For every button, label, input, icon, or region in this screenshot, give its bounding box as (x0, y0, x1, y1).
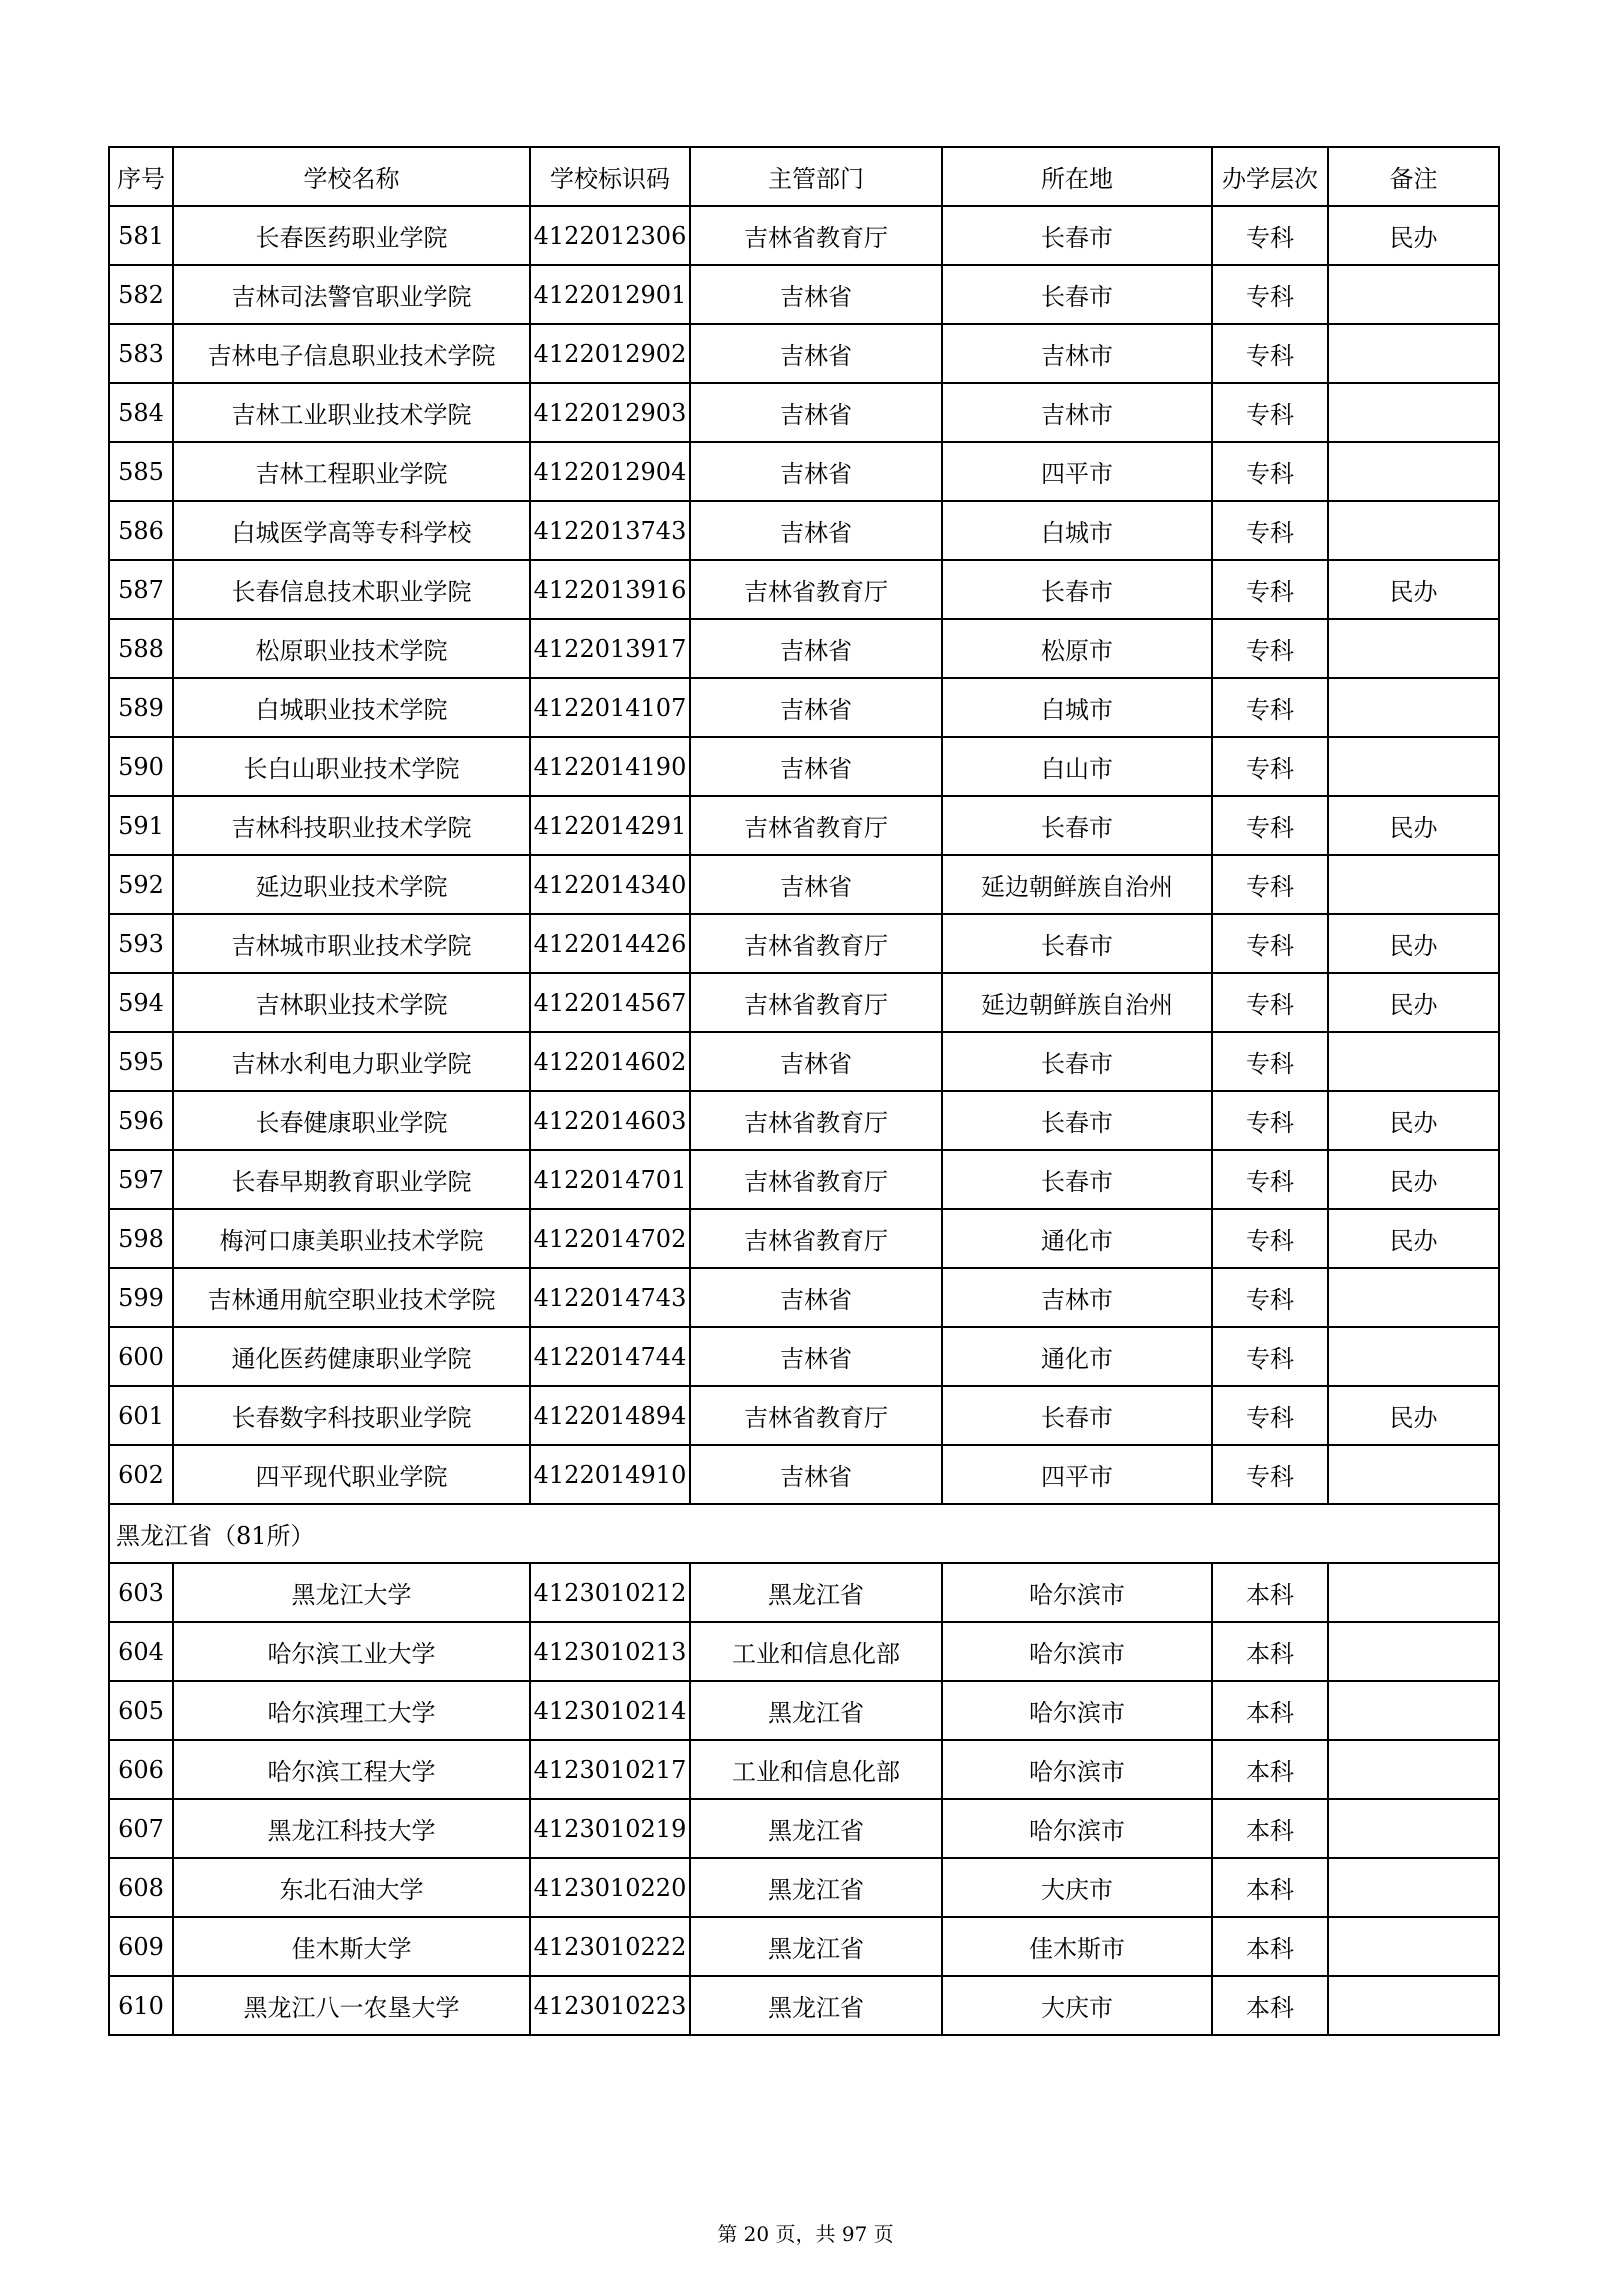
location-cell: 四平市 (942, 442, 1212, 501)
table-row (109, 1858, 1499, 1917)
row-index-cell: 600 (109, 1327, 173, 1386)
row-index-cell: 609 (109, 1917, 173, 1976)
header-level: 办学层次 (1212, 147, 1328, 206)
location-cell: 哈尔滨市 (942, 1799, 1212, 1858)
note-cell (1328, 1563, 1499, 1622)
table-row (109, 442, 1499, 501)
note-cell (1328, 324, 1499, 383)
note-cell (1328, 1268, 1499, 1327)
level-cell: 本科 (1212, 1563, 1328, 1622)
location-cell: 长春市 (942, 914, 1212, 973)
table-row (109, 1032, 1499, 1091)
table-row (109, 324, 1499, 383)
school-code-cell: 4122014701 (530, 1150, 690, 1209)
location-cell: 哈尔滨市 (942, 1563, 1212, 1622)
level-cell: 本科 (1212, 1858, 1328, 1917)
note-cell: 民办 (1328, 973, 1499, 1032)
school-name-cell: 佳木斯大学 (173, 1917, 530, 1976)
table-body (109, 206, 1499, 2035)
location-cell: 哈尔滨市 (942, 1740, 1212, 1799)
school-name-cell: 长春信息技术职业学院 (173, 560, 530, 619)
level-cell: 专科 (1212, 1268, 1328, 1327)
note-cell (1328, 442, 1499, 501)
school-code-cell: 4122013743 (530, 501, 690, 560)
department-cell: 吉林省教育厅 (690, 1386, 942, 1445)
table-row (109, 1091, 1499, 1150)
location-cell: 大庆市 (942, 1858, 1212, 1917)
school-code-cell: 4122012903 (530, 383, 690, 442)
level-cell: 本科 (1212, 1681, 1328, 1740)
school-name-cell: 东北石油大学 (173, 1858, 530, 1917)
department-cell: 吉林省 (690, 1445, 942, 1504)
note-cell: 民办 (1328, 1386, 1499, 1445)
school-code-cell: 4122014190 (530, 737, 690, 796)
level-cell: 专科 (1212, 265, 1328, 324)
table-row (109, 1799, 1499, 1858)
row-index-cell: 595 (109, 1032, 173, 1091)
schools-table (108, 146, 1500, 2036)
level-cell: 本科 (1212, 1740, 1328, 1799)
note-cell (1328, 1327, 1499, 1386)
row-index-cell: 604 (109, 1622, 173, 1681)
school-name-cell: 延边职业技术学院 (173, 855, 530, 914)
note-cell (1328, 1740, 1499, 1799)
note-cell (1328, 1445, 1499, 1504)
table-row (109, 265, 1499, 324)
table-row (109, 1563, 1499, 1622)
school-name-cell: 哈尔滨理工大学 (173, 1681, 530, 1740)
school-name-cell: 长春数字科技职业学院 (173, 1386, 530, 1445)
level-cell: 本科 (1212, 1917, 1328, 1976)
location-cell: 吉林市 (942, 1268, 1212, 1327)
level-cell: 专科 (1212, 1209, 1328, 1268)
row-index-cell: 608 (109, 1858, 173, 1917)
table-row (109, 737, 1499, 796)
table-row (109, 619, 1499, 678)
level-cell: 专科 (1212, 855, 1328, 914)
section-header-row (109, 1504, 1499, 1563)
row-index-cell: 592 (109, 855, 173, 914)
school-code-cell: 4122014702 (530, 1209, 690, 1268)
row-index-cell: 583 (109, 324, 173, 383)
level-cell: 本科 (1212, 1976, 1328, 2035)
note-cell: 民办 (1328, 1091, 1499, 1150)
department-cell: 吉林省教育厅 (690, 1091, 942, 1150)
table-row (109, 1740, 1499, 1799)
row-index-cell: 603 (109, 1563, 173, 1622)
table-row (109, 1917, 1499, 1976)
school-name-cell: 黑龙江科技大学 (173, 1799, 530, 1858)
school-name-cell: 吉林司法警官职业学院 (173, 265, 530, 324)
row-index-cell: 590 (109, 737, 173, 796)
school-code-cell: 4123010223 (530, 1976, 690, 2035)
school-code-cell: 4122014910 (530, 1445, 690, 1504)
school-name-cell: 黑龙江八一农垦大学 (173, 1976, 530, 2035)
note-cell: 民办 (1328, 206, 1499, 265)
location-cell: 四平市 (942, 1445, 1212, 1504)
row-index-cell: 587 (109, 560, 173, 619)
row-index-cell: 588 (109, 619, 173, 678)
department-cell: 吉林省 (690, 1327, 942, 1386)
school-name-cell: 吉林工业职业技术学院 (173, 383, 530, 442)
school-code-cell: 4123010219 (530, 1799, 690, 1858)
level-cell: 专科 (1212, 1445, 1328, 1504)
location-cell: 吉林市 (942, 383, 1212, 442)
department-cell: 黑龙江省 (690, 1563, 942, 1622)
level-cell: 专科 (1212, 1327, 1328, 1386)
level-cell: 专科 (1212, 324, 1328, 383)
department-cell: 吉林省 (690, 324, 942, 383)
location-cell: 长春市 (942, 560, 1212, 619)
department-cell: 黑龙江省 (690, 1681, 942, 1740)
school-name-cell: 白城职业技术学院 (173, 678, 530, 737)
school-code-cell: 4122014340 (530, 855, 690, 914)
page-footer: 第 20 页，共 97 页 (717, 2222, 894, 2246)
school-code-cell: 4122012902 (530, 324, 690, 383)
school-name-cell: 长白山职业技术学院 (173, 737, 530, 796)
school-code-cell: 4122014291 (530, 796, 690, 855)
department-cell: 吉林省 (690, 442, 942, 501)
department-cell: 吉林省 (690, 1268, 942, 1327)
row-index-cell: 591 (109, 796, 173, 855)
department-cell: 吉林省教育厅 (690, 206, 942, 265)
header-school-code: 学校标识码 (530, 147, 690, 206)
section-label: 黑龙江省（81所） (109, 1504, 1499, 1563)
level-cell: 专科 (1212, 383, 1328, 442)
school-name-cell: 白城医学高等专科学校 (173, 501, 530, 560)
level-cell: 专科 (1212, 678, 1328, 737)
department-cell: 黑龙江省 (690, 1976, 942, 2035)
location-cell: 长春市 (942, 265, 1212, 324)
level-cell: 本科 (1212, 1622, 1328, 1681)
table-row (109, 1150, 1499, 1209)
department-cell: 吉林省 (690, 619, 942, 678)
location-cell: 长春市 (942, 1091, 1212, 1150)
table-row (109, 1386, 1499, 1445)
department-cell: 黑龙江省 (690, 1799, 942, 1858)
row-index-cell: 585 (109, 442, 173, 501)
school-name-cell: 吉林城市职业技术学院 (173, 914, 530, 973)
header-location: 所在地 (942, 147, 1212, 206)
row-index-cell: 593 (109, 914, 173, 973)
department-cell: 黑龙江省 (690, 1858, 942, 1917)
table-row (109, 1976, 1499, 2035)
table-row (109, 973, 1499, 1032)
table-row (109, 855, 1499, 914)
table-row (109, 1622, 1499, 1681)
school-code-cell: 4123010222 (530, 1917, 690, 1976)
school-code-cell: 4122014107 (530, 678, 690, 737)
department-cell: 吉林省 (690, 383, 942, 442)
note-cell (1328, 1681, 1499, 1740)
note-cell: 民办 (1328, 796, 1499, 855)
location-cell: 白城市 (942, 501, 1212, 560)
school-name-cell: 吉林电子信息职业技术学院 (173, 324, 530, 383)
department-cell: 吉林省教育厅 (690, 1150, 942, 1209)
school-code-cell: 4122014744 (530, 1327, 690, 1386)
department-cell: 吉林省教育厅 (690, 914, 942, 973)
school-code-cell: 4122014743 (530, 1268, 690, 1327)
school-name-cell: 吉林通用航空职业技术学院 (173, 1268, 530, 1327)
header-note: 备注 (1328, 147, 1499, 206)
level-cell: 专科 (1212, 442, 1328, 501)
school-name-cell: 梅河口康美职业技术学院 (173, 1209, 530, 1268)
table-header-row (109, 147, 1499, 206)
location-cell: 长春市 (942, 206, 1212, 265)
school-name-cell: 哈尔滨工业大学 (173, 1622, 530, 1681)
school-code-cell: 4123010220 (530, 1858, 690, 1917)
level-cell: 专科 (1212, 501, 1328, 560)
table-row (109, 1209, 1499, 1268)
note-cell (1328, 619, 1499, 678)
location-cell: 长春市 (942, 1150, 1212, 1209)
school-code-cell: 4122013917 (530, 619, 690, 678)
school-name-cell: 长春医药职业学院 (173, 206, 530, 265)
header-department: 主管部门 (690, 147, 942, 206)
school-code-cell: 4123010212 (530, 1563, 690, 1622)
note-cell (1328, 383, 1499, 442)
row-index-cell: 601 (109, 1386, 173, 1445)
note-cell (1328, 1917, 1499, 1976)
location-cell: 哈尔滨市 (942, 1681, 1212, 1740)
school-name-cell: 长春健康职业学院 (173, 1091, 530, 1150)
header-school-name: 学校名称 (173, 147, 530, 206)
school-name-cell: 吉林水利电力职业学院 (173, 1032, 530, 1091)
row-index-cell: 606 (109, 1740, 173, 1799)
location-cell: 佳木斯市 (942, 1917, 1212, 1976)
school-code-cell: 4122012306 (530, 206, 690, 265)
location-cell: 长春市 (942, 1032, 1212, 1091)
level-cell: 专科 (1212, 796, 1328, 855)
school-name-cell: 吉林职业技术学院 (173, 973, 530, 1032)
department-cell: 吉林省教育厅 (690, 796, 942, 855)
level-cell: 专科 (1212, 1091, 1328, 1150)
location-cell: 大庆市 (942, 1976, 1212, 2035)
department-cell: 工业和信息化部 (690, 1622, 942, 1681)
school-code-cell: 4122014567 (530, 973, 690, 1032)
level-cell: 专科 (1212, 973, 1328, 1032)
department-cell: 吉林省教育厅 (690, 560, 942, 619)
department-cell: 吉林省 (690, 501, 942, 560)
row-index-cell: 610 (109, 1976, 173, 2035)
school-code-cell: 4122013916 (530, 560, 690, 619)
row-index-cell: 605 (109, 1681, 173, 1740)
row-index-cell: 602 (109, 1445, 173, 1504)
note-cell: 民办 (1328, 914, 1499, 973)
location-cell: 松原市 (942, 619, 1212, 678)
note-cell (1328, 1032, 1499, 1091)
school-name-cell: 黑龙江大学 (173, 1563, 530, 1622)
school-name-cell: 哈尔滨工程大学 (173, 1740, 530, 1799)
table-row (109, 383, 1499, 442)
school-name-cell: 长春早期教育职业学院 (173, 1150, 530, 1209)
row-index-cell: 594 (109, 973, 173, 1032)
table-row (109, 501, 1499, 560)
department-cell: 吉林省教育厅 (690, 973, 942, 1032)
school-code-cell: 4122012901 (530, 265, 690, 324)
location-cell: 通化市 (942, 1209, 1212, 1268)
department-cell: 吉林省教育厅 (690, 1209, 942, 1268)
location-cell: 长春市 (942, 796, 1212, 855)
department-cell: 吉林省 (690, 855, 942, 914)
row-index-cell: 589 (109, 678, 173, 737)
department-cell: 黑龙江省 (690, 1917, 942, 1976)
location-cell: 白城市 (942, 678, 1212, 737)
row-index-cell: 598 (109, 1209, 173, 1268)
note-cell (1328, 1799, 1499, 1858)
department-cell: 吉林省 (690, 1032, 942, 1091)
school-code-cell: 4123010217 (530, 1740, 690, 1799)
location-cell: 延边朝鲜族自治州 (942, 855, 1212, 914)
table-row (109, 1681, 1499, 1740)
level-cell: 专科 (1212, 737, 1328, 796)
note-cell (1328, 1858, 1499, 1917)
row-index-cell: 582 (109, 265, 173, 324)
note-cell: 民办 (1328, 1209, 1499, 1268)
row-index-cell: 599 (109, 1268, 173, 1327)
location-cell: 白山市 (942, 737, 1212, 796)
note-cell (1328, 737, 1499, 796)
department-cell: 吉林省 (690, 678, 942, 737)
note-cell: 民办 (1328, 560, 1499, 619)
row-index-cell: 586 (109, 501, 173, 560)
note-cell: 民办 (1328, 1150, 1499, 1209)
note-cell (1328, 501, 1499, 560)
school-name-cell: 松原职业技术学院 (173, 619, 530, 678)
school-code-cell: 4122012904 (530, 442, 690, 501)
school-code-cell: 4122014603 (530, 1091, 690, 1150)
note-cell (1328, 855, 1499, 914)
table-row (109, 1327, 1499, 1386)
level-cell: 专科 (1212, 914, 1328, 973)
row-index-cell: 584 (109, 383, 173, 442)
location-cell: 通化市 (942, 1327, 1212, 1386)
table-row (109, 206, 1499, 265)
department-cell: 吉林省 (690, 737, 942, 796)
table-row (109, 1445, 1499, 1504)
note-cell (1328, 678, 1499, 737)
school-name-cell: 吉林工程职业学院 (173, 442, 530, 501)
level-cell: 专科 (1212, 560, 1328, 619)
school-name-cell: 四平现代职业学院 (173, 1445, 530, 1504)
note-cell (1328, 265, 1499, 324)
school-code-cell: 4123010214 (530, 1681, 690, 1740)
school-name-cell: 通化医药健康职业学院 (173, 1327, 530, 1386)
location-cell: 哈尔滨市 (942, 1622, 1212, 1681)
row-index-cell: 581 (109, 206, 173, 265)
location-cell: 吉林市 (942, 324, 1212, 383)
level-cell: 专科 (1212, 1150, 1328, 1209)
school-name-cell: 吉林科技职业技术学院 (173, 796, 530, 855)
school-code-cell: 4122014426 (530, 914, 690, 973)
school-code-cell: 4122014602 (530, 1032, 690, 1091)
school-code-cell: 4122014894 (530, 1386, 690, 1445)
level-cell: 专科 (1212, 1386, 1328, 1445)
table-row (109, 1268, 1499, 1327)
department-cell: 工业和信息化部 (690, 1740, 942, 1799)
table-row (109, 796, 1499, 855)
location-cell: 延边朝鲜族自治州 (942, 973, 1212, 1032)
note-cell (1328, 1622, 1499, 1681)
table-row (109, 678, 1499, 737)
table-row (109, 914, 1499, 973)
level-cell: 专科 (1212, 206, 1328, 265)
header-index: 序号 (109, 147, 173, 206)
location-cell: 长春市 (942, 1386, 1212, 1445)
department-cell: 吉林省 (690, 265, 942, 324)
table-row (109, 560, 1499, 619)
row-index-cell: 607 (109, 1799, 173, 1858)
row-index-cell: 596 (109, 1091, 173, 1150)
level-cell: 专科 (1212, 619, 1328, 678)
level-cell: 本科 (1212, 1799, 1328, 1858)
row-index-cell: 597 (109, 1150, 173, 1209)
note-cell (1328, 1976, 1499, 2035)
level-cell: 专科 (1212, 1032, 1328, 1091)
school-code-cell: 4123010213 (530, 1622, 690, 1681)
